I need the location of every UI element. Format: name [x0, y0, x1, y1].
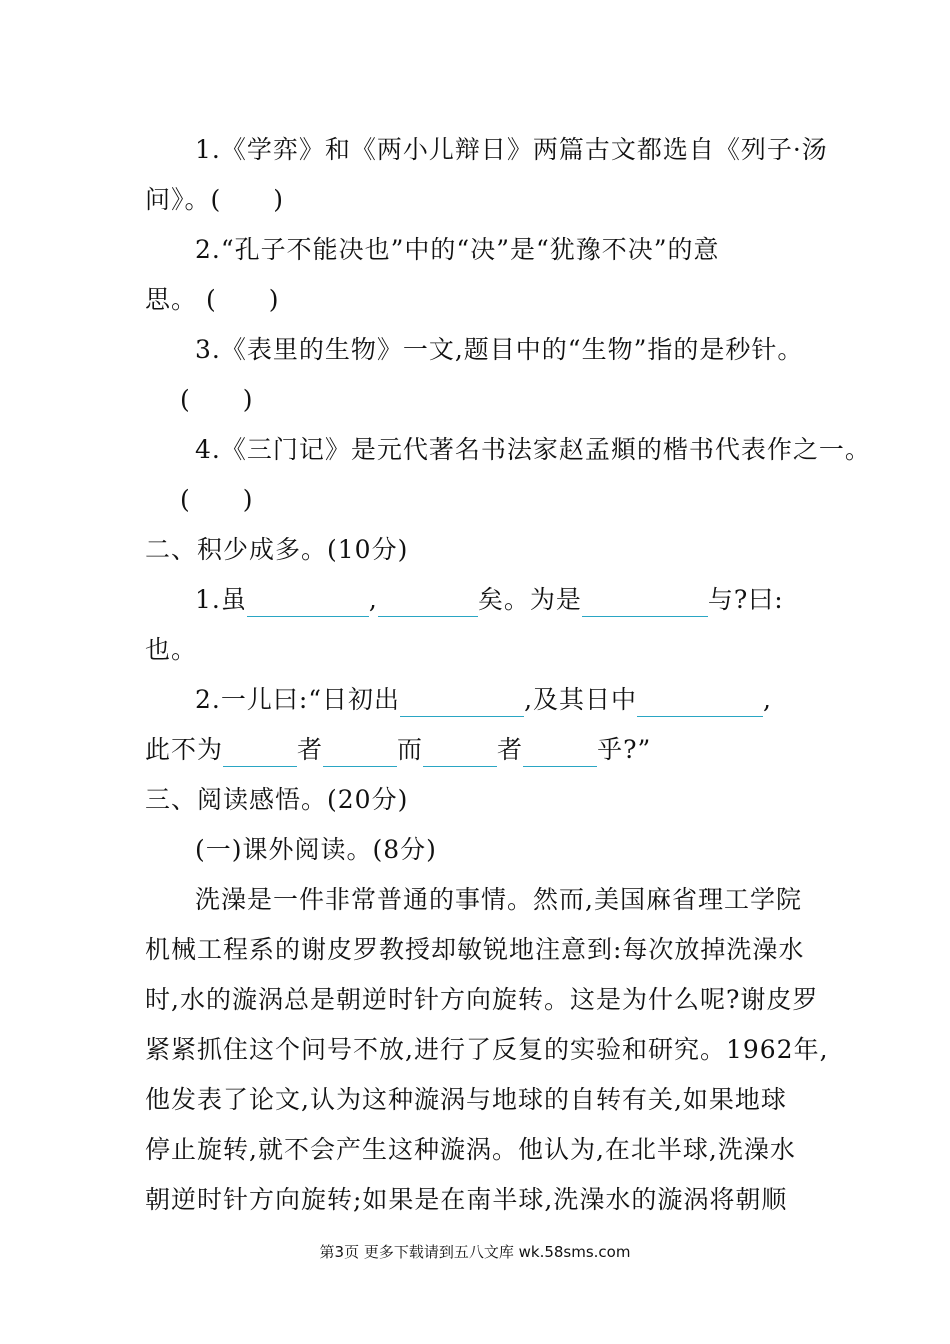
fill-q2-text-c: ,: [763, 685, 772, 714]
q4-line2: ( ): [180, 485, 254, 514]
answer-blank[interactable]: [637, 688, 763, 717]
answer-blank[interactable]: [400, 688, 524, 717]
q3-line2: ( ): [180, 385, 254, 414]
passage-line: 朝逆时针方向旋转;如果是在南半球,洗澡水的漩涡将朝顺: [145, 1185, 788, 1214]
fill-q2-line2: [145, 733, 651, 767]
q1-line1: 1.《学弈》和《两小儿辩日》两篇古文都选自《列子·汤: [195, 135, 828, 164]
answer-blank[interactable]: [323, 738, 397, 767]
answer-blank[interactable]: [523, 738, 597, 767]
section3-sub-heading: (一)课外阅读。(8分): [195, 835, 437, 864]
answer-blank[interactable]: [223, 738, 297, 767]
passage-line: 紧紧抓住这个问号不放,进行了反复的实验和研究。1962年,: [145, 1035, 829, 1064]
page-footer: 第3页 更多下载请到五八文库 wk.58sms.com: [319, 1243, 631, 1261]
q4-line1: 4.《三门记》是元代著名书法家赵孟頫的楷书代表作之一。: [195, 435, 871, 464]
fill-q2-text-f: 而: [397, 735, 424, 764]
q2-line2: 思。 ( ): [145, 285, 280, 314]
answer-blank[interactable]: [247, 588, 369, 617]
passage-line: 停止旋转,就不会产生这种漩涡。他认为,在北半球,洗澡水: [145, 1135, 796, 1164]
passage-line: 洗澡是一件非常普通的事情。然而,美国麻省理工学院: [195, 885, 802, 914]
passage-line: 时,水的漩涡总是朝逆时针方向旋转。这是为什么呢?谢皮罗: [145, 985, 819, 1014]
q3-line1: 3.《表里的生物》一文,题目中的“生物”指的是秒针。: [195, 335, 804, 364]
fill-q1-text-c: 矣。为是: [477, 585, 582, 614]
q1-line2: 问》。( ): [145, 185, 285, 214]
fill-q1-line1: [195, 583, 784, 617]
fill-q1-text-a: 1.虽: [195, 585, 247, 614]
answer-blank[interactable]: [582, 588, 708, 617]
passage-line: 机械工程系的谢皮罗教授却敏锐地注意到:每次放掉洗澡水: [145, 935, 805, 964]
answer-blank[interactable]: [423, 738, 497, 767]
fill-q2-text-a: 2.一儿曰:“日初出: [195, 685, 401, 714]
passage-line: 他发表了论文,认为这种漩涡与地球的自转有关,如果地球: [145, 1085, 787, 1114]
fill-q2-text-e: 者: [297, 735, 324, 764]
q2-line1: 2.“孔子不能决也”中的“决”是“犹豫不决”的意: [195, 235, 720, 264]
section3-heading: 三、阅读感悟。(20分): [145, 785, 409, 814]
answer-blank[interactable]: [378, 588, 478, 617]
fill-q2-text-h: 乎?”: [597, 735, 652, 764]
fill-q1-text-d: 与?曰:: [707, 585, 784, 614]
fill-q2-text-b: ,及其日中: [524, 685, 638, 714]
fill-q1-line2: 也。: [145, 635, 198, 664]
section2-heading: 二、积少成多。(10分): [145, 535, 409, 564]
fill-q2-text-g: 者: [497, 735, 524, 764]
fill-q2-text-d: 此不为: [145, 735, 224, 764]
fill-q2-line1: [195, 683, 772, 717]
fill-q1-text-b: ,: [368, 585, 378, 614]
